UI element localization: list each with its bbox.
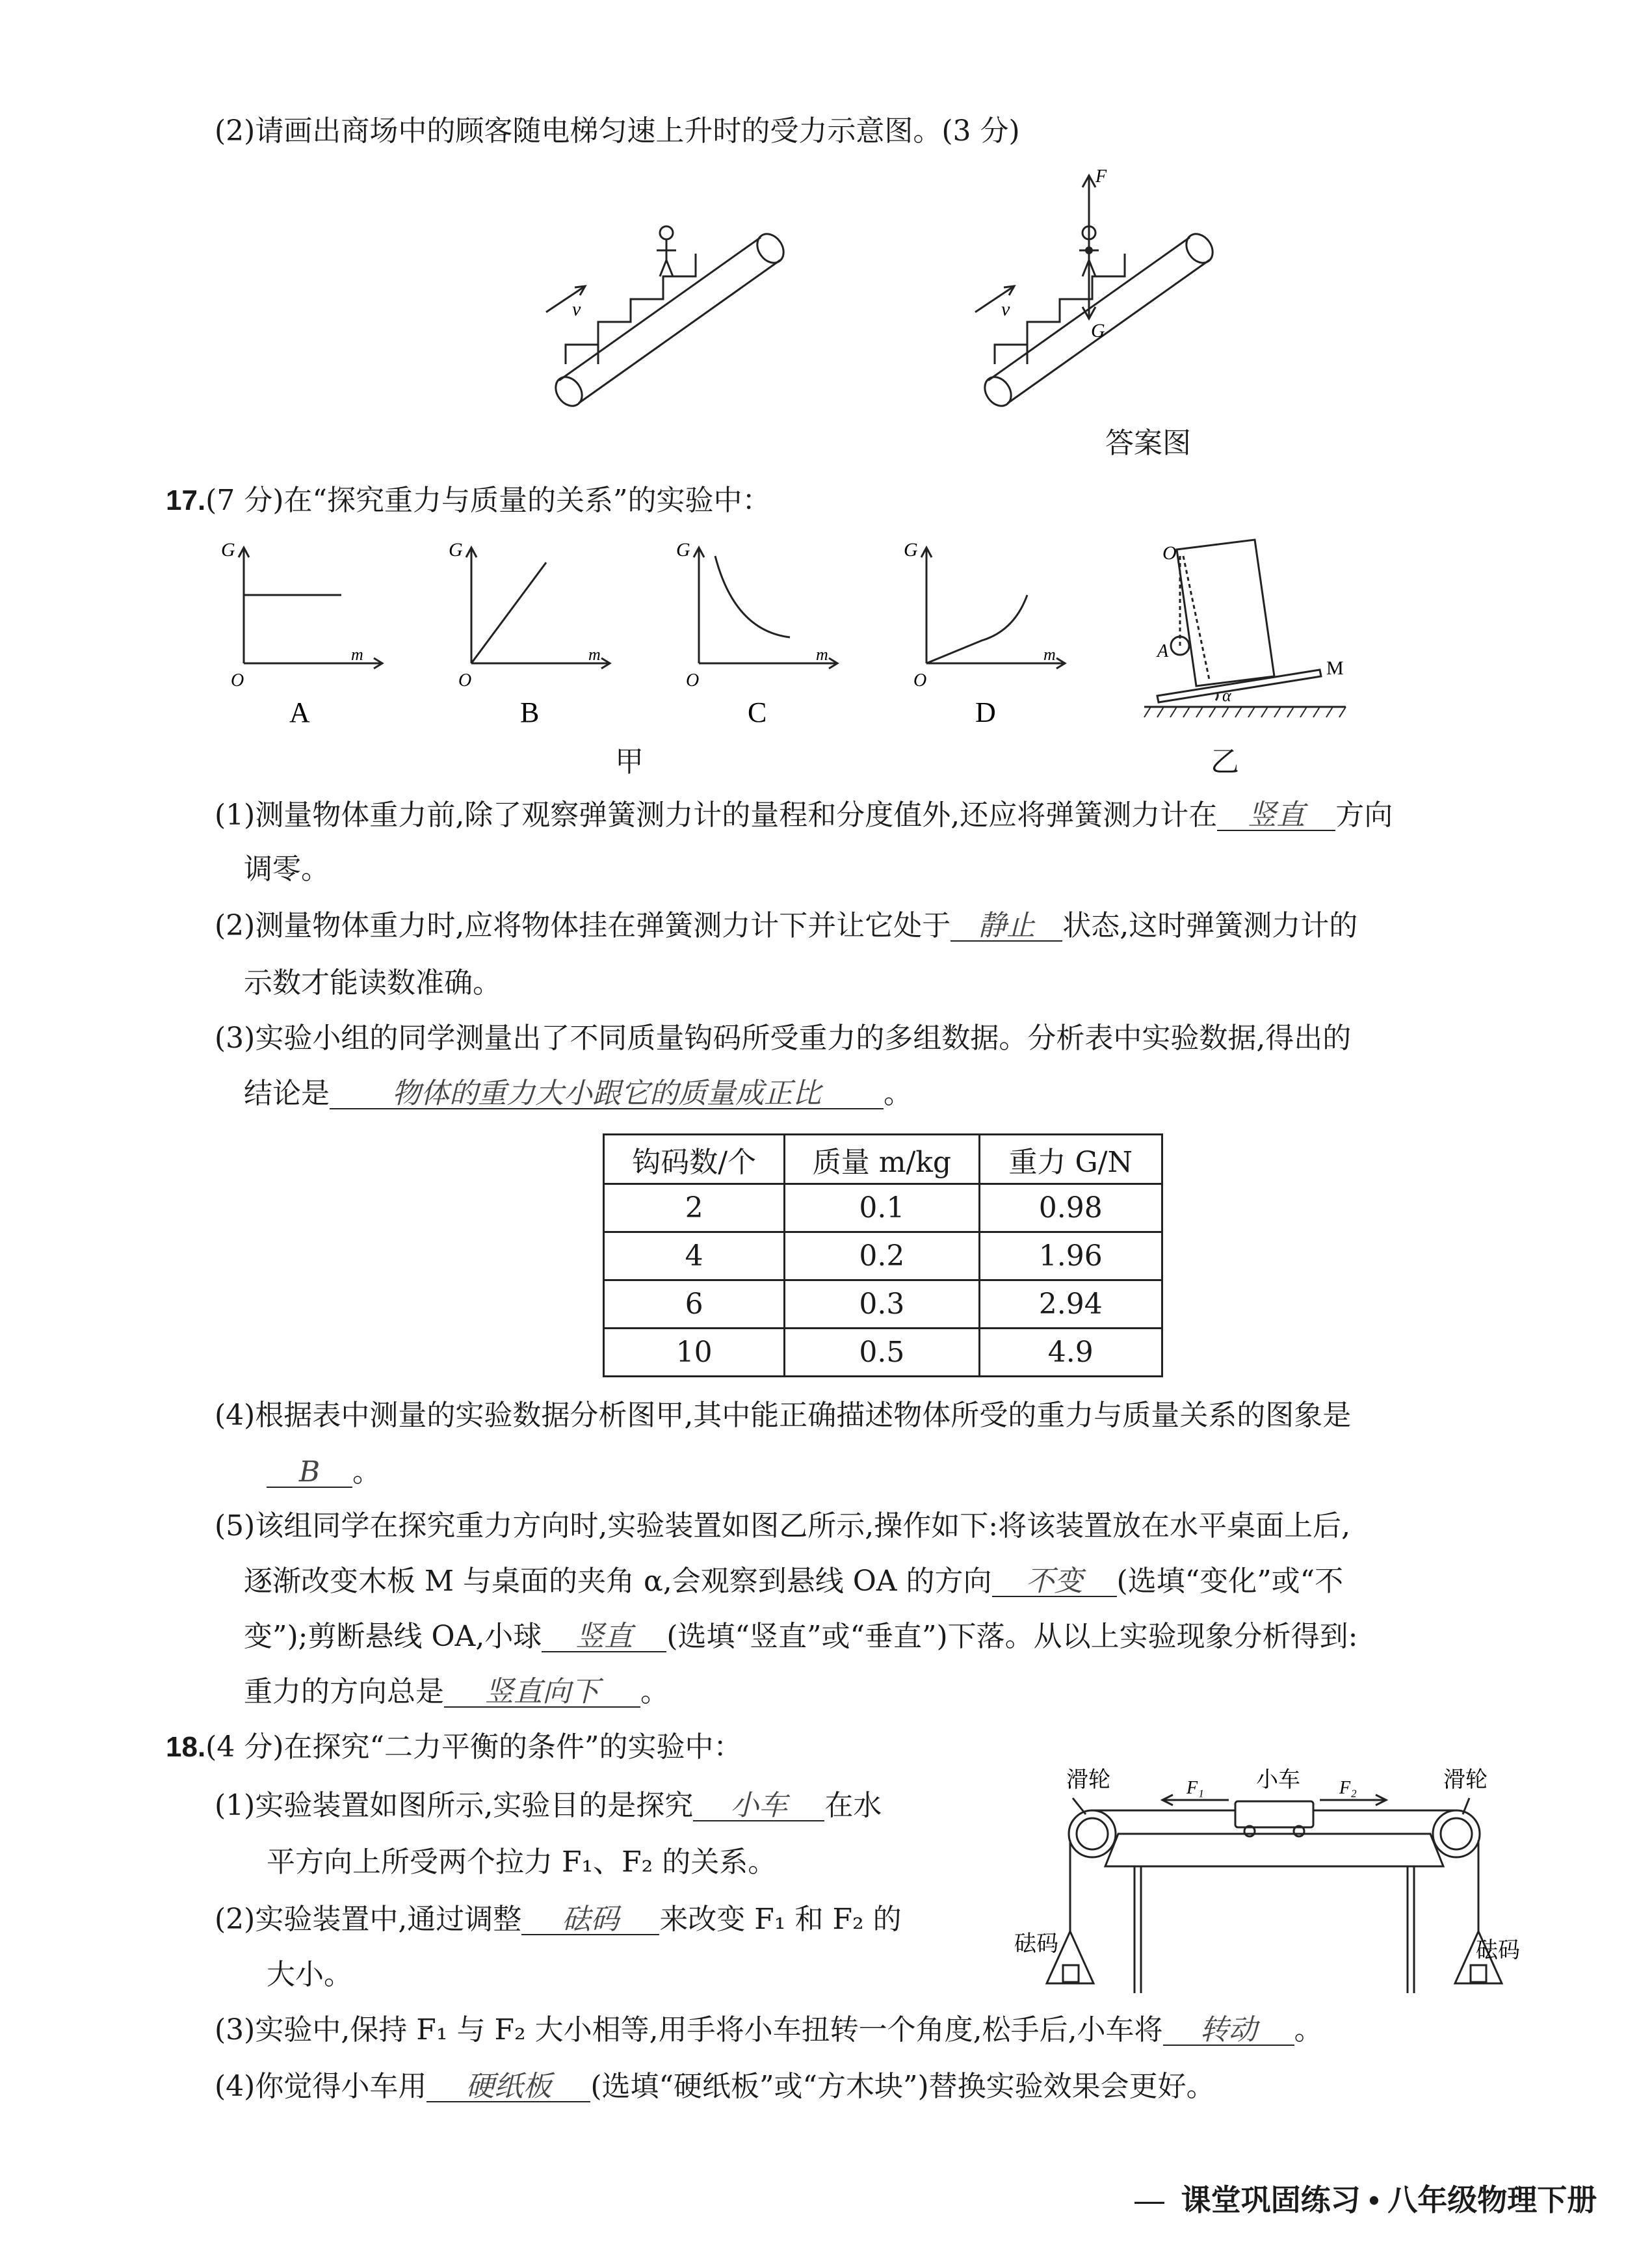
q18-p3-line (215, 2013, 1323, 2046)
q17-p4-line1: (4)根据表中测量的实验数据分析图甲,其中能正确描述物体所受的重力与质量关系的图象是 (215, 1399, 1352, 1432)
table-cell: 10 (604, 1329, 785, 1377)
table-header: 重力 G/N (979, 1135, 1162, 1184)
graph-A-yaxis-label: G (221, 539, 235, 561)
q17-p3-text-b: 结论是 (244, 1077, 330, 1110)
q18-p2-answer[interactable]: 砝码 (521, 1905, 659, 1935)
q17-p5-text-c: (选填“变化”或“不 (1116, 1565, 1344, 1598)
q17-p1-answer[interactable]: 竖直 (1217, 801, 1335, 831)
label-A: A (1157, 641, 1169, 661)
footer-text: 课堂巩固练习 • 八年级物理下册 (1181, 2183, 1597, 2217)
table-cell: 1.96 (979, 1232, 1162, 1280)
graph-B (449, 533, 618, 728)
label-O: O (1162, 542, 1177, 564)
page-footer (1134, 2185, 1597, 2215)
data-table (603, 1133, 1163, 1377)
graph-A-origin: O (231, 670, 244, 691)
q17-p1-text-a: (1)测量物体重力前,除了观察弹簧测力计的量程和分度值外,还应将弹簧测力计在 (215, 799, 1218, 832)
table-row (604, 1184, 1162, 1232)
q17-p5-answer3[interactable]: 竖直向下 (444, 1678, 640, 1708)
graph-B-origin: O (458, 670, 472, 691)
weight-left-label: 砝码 (1014, 1932, 1058, 1956)
graph-A-xaxis-label: m (351, 645, 363, 664)
q17-p5-line2 (244, 1567, 1343, 1597)
table-cell: 4 (604, 1232, 785, 1280)
q17-p2-answer[interactable]: 静止 (951, 912, 1062, 942)
q17-p2-text-b: 状态,这时弹簧测力计的 (1062, 909, 1358, 942)
table-cell: 6 (604, 1280, 785, 1329)
q18-p2-text-a: (2)实验装置中,通过调整 (215, 1903, 522, 1936)
table-cell: 0.98 (979, 1184, 1162, 1232)
velocity-label-answer: v (1001, 298, 1010, 320)
escalator-figure (533, 215, 806, 423)
q17-p5-answer1[interactable]: 不变 (992, 1567, 1117, 1597)
answer-caption: 答案图 (1105, 427, 1191, 460)
q17-p5-text-e: (选填“竖直”或“垂直”)下落。从以上实验现象分析得到: (666, 1620, 1358, 1653)
cart-label: 小车 (1256, 1768, 1300, 1792)
q18-p1-line1 (215, 1789, 882, 1822)
graph-D (904, 533, 1073, 728)
q18-p1-line2: 平方向上所受两个拉力 F₁、F₂ 的关系。 (267, 1846, 777, 1879)
fig-yi-caption: 乙 (1211, 745, 1239, 778)
table-cell: 0.3 (785, 1280, 979, 1329)
q17-p5-line1: (5)该组同学在探究重力方向时,实验装置如图乙所示,操作如下:将该装置放在水平桌面上后, (215, 1509, 1351, 1542)
graph-C (676, 533, 845, 728)
q17-p1-line2: 调零。 (244, 853, 330, 886)
force-f2-label: F₂ (1339, 1778, 1357, 1798)
graph-C-letter: C (748, 696, 767, 728)
graph-C-origin: O (686, 670, 700, 691)
graph-B-letter: B (520, 696, 540, 728)
table-row (604, 1280, 1162, 1329)
q17-p5-text-f: 重力的方向总是 (244, 1675, 444, 1708)
table-row (604, 1329, 1162, 1377)
q18-p2-line2: 大小。 (267, 1958, 352, 1991)
table-cell: 0.1 (785, 1184, 979, 1232)
q17-p5-answer2[interactable]: 竖直 (542, 1622, 666, 1652)
pulley-left-label: 滑轮 (1066, 1768, 1110, 1792)
graph-D-letter: D (975, 696, 996, 728)
label-alpha: α (1222, 686, 1231, 705)
table-cell: 0.2 (785, 1232, 979, 1280)
q17-number: 17. (166, 484, 206, 516)
q17-p5-text-g: 。 (640, 1675, 669, 1708)
q18-header (166, 1730, 742, 1764)
q17-p3-line1: (3)实验小组的同学测量出了不同质量钩码所受重力的多组数据。分析表中实验数据,得出的 (215, 1022, 1352, 1055)
table-cell: 4.9 (979, 1329, 1162, 1377)
table-cell: 0.5 (785, 1329, 979, 1377)
balance-apparatus-figure (1014, 1768, 1520, 2003)
q18-p3-text-a: (3)实验中,保持 F₁ 与 F₂ 大小相等,用手将小车扭转一个角度,松手后,小车将 (215, 2013, 1163, 2046)
q17-p3-answer[interactable]: 物体的重力大小跟它的质量成正比 (330, 1079, 884, 1109)
q17-p5-line4 (244, 1675, 669, 1708)
label-M: M (1326, 657, 1344, 679)
q17-p1-line1 (215, 801, 1393, 831)
q18-p1-text-a: (1)实验装置如图所示,实验目的是探究 (215, 1789, 694, 1822)
pulley-right-label: 滑轮 (1443, 1768, 1488, 1792)
q18-p3-answer[interactable]: 转动 (1163, 2016, 1294, 2046)
q17-p5-text-b: 逐渐改变木板 M 与桌面的夹角 α,会观察到悬线 OA 的方向 (244, 1565, 992, 1598)
graph-C-yaxis-label: G (676, 539, 690, 561)
graph-D-yaxis-label: G (904, 539, 918, 561)
graph-B-yaxis-label: G (449, 539, 463, 561)
force-G-label: G (1091, 320, 1105, 341)
q18-p4-text-b: (选填“硬纸板”或“方木块”)替换实验效果会更好。 (590, 2070, 1215, 2103)
graph-A-letter: A (289, 696, 310, 728)
q17-p5-line3 (244, 1622, 1357, 1652)
velocity-label: v (572, 298, 581, 320)
q18-p1-text-b: 在水 (824, 1789, 882, 1822)
table-cell: 2.94 (979, 1280, 1162, 1329)
graph-C-xaxis-label: m (816, 645, 828, 664)
q17-p2-text-a: (2)测量物体重力时,应将物体挂在弹簧测力计下并让它处于 (215, 909, 951, 942)
table-cell: 2 (604, 1184, 785, 1232)
q17-p1-text-b: 方向 (1335, 799, 1393, 832)
table-row (604, 1232, 1162, 1280)
force-F-label: F (1095, 166, 1107, 187)
q17-p4-text-b: 。 (352, 1455, 381, 1489)
q17-header (166, 486, 770, 515)
q17-p2-line1 (215, 909, 1358, 942)
figure-yi-apparatus (1131, 530, 1365, 725)
answer-escalator-figure (962, 163, 1235, 423)
q17-p3-text-c: 。 (884, 1077, 912, 1110)
force-f1-label: F₁ (1187, 1778, 1204, 1798)
graph-D-xaxis-label: m (1043, 645, 1056, 664)
q18-p1-answer[interactable]: 小车 (693, 1792, 824, 1821)
graph-A (221, 533, 390, 728)
q18-p2-line1 (215, 1905, 902, 1935)
graph-D-origin: O (913, 670, 927, 691)
table-header: 质量 m/kg (785, 1135, 979, 1184)
graph-B-xaxis-label: m (588, 645, 601, 664)
q18-p4-text-a: (4)你觉得小车用 (215, 2070, 427, 2103)
weight-right-label: 砝码 (1476, 1939, 1520, 1963)
q18-p3-text-b: 。 (1294, 2013, 1323, 2046)
q18-p2-text-b: 来改变 F₁ 和 F₂ 的 (659, 1903, 902, 1936)
footer-dash: — (1134, 2183, 1164, 2217)
table-header: 钩码数/个 (604, 1135, 785, 1184)
q16-part2-text: (2)请画出商场中的顾客随电梯匀速上升时的受力示意图。(3 分) (215, 114, 1020, 148)
q17-p4-answer[interactable]: B (267, 1458, 352, 1488)
q17-intro: (7 分)在“探究重力与质量的关系”的实验中： (205, 484, 771, 517)
q17-p3-line2 (244, 1079, 912, 1109)
q18-p4-line (215, 2072, 1215, 2102)
q17-p2-line2: 示数才能读数准确。 (244, 966, 501, 999)
q18-number: 18. (166, 1731, 206, 1763)
q18-p4-answer[interactable]: 硬纸板 (426, 2072, 590, 2102)
q17-p4-line2 (267, 1455, 381, 1489)
q18-intro: (4 分)在探究“二力平衡的条件”的实验中： (205, 1730, 742, 1764)
q17-p5-text-d: 变”);剪断悬线 OA,小球 (244, 1620, 542, 1653)
fig-jia-caption: 甲 (615, 745, 644, 778)
